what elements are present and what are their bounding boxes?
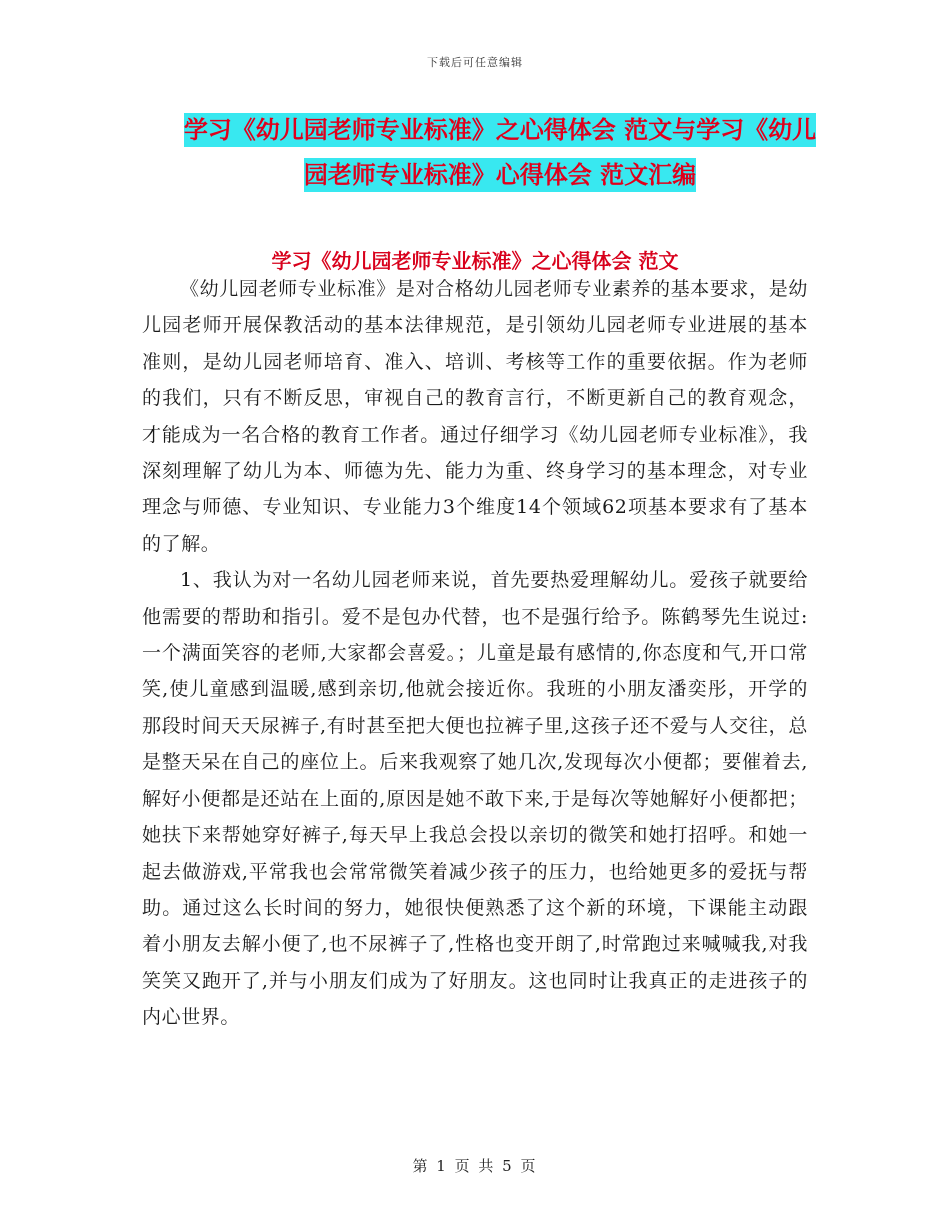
page-footer: 第 1 页 共 5 页	[412, 1157, 538, 1175]
section-heading: 学习《幼儿园老师专业标准》之心得体会 范文	[271, 249, 679, 273]
document-title-text: 学习《幼儿园老师专业标准》之心得体会 范文与学习《幼儿园老师专业标准》心得体会 范文汇编	[184, 113, 816, 192]
paragraph-point-1: 1、我认为对一名幼儿园老师来说，首先要热爱理解幼儿。爱孩子就要给他需要的帮助和指引。爱不是包办代替，也不是强行给予。陈鹤琴先生说过:一个满面笑容的老师,大家都会喜爱。；儿童是最有感情的,你态度和气,开口常笑,使儿童感到温暖,感到亲切,他就会接近你。我班的小朋友潘奕彤，开学的那段时间天天尿裤子,有时甚至把大便也拉裤子里,这孩子还不爱与人交往，总是整天呆在自己的座位上。后来我观察了她几次,发现每次小便都；要催着去,解好小便都是还站在上面的,原因是她不敢下来,于是每次等她解好小便都把；她扶下来帮她穿好裤子,每天早上我总会投以亲切的微笑和她打招呼。和她一起去做游戏,平常我也会常常微笑着减少孩子的压力，也给她更多的爱抚与帮助。通过这么长时间的努力，她很快便熟悉了这个新的环境，下课能主动跟着小朋友去解小便了,也不尿裤子了,性格也变开朗了,时常跑过来喊喊我,对我笑笑又跑开了,并与小朋友们成为了好朋友。这也同时让我真正的走进孩子的内心世界。	[142, 569, 808, 1029]
document-title	[180, 108, 820, 198]
page-header-note: 下载后可任意编辑	[427, 56, 523, 69]
paragraph-intro: 《幼儿园老师专业标准》是对合格幼儿园老师专业素养的基本要求，是幼儿园老师开展保教活动的基本法律规范，是引领幼儿园老师专业进展的基本准则，是幼儿园老师培育、准入、培训、考核等工作的重要依据。作为老师的我们，只有不断反思，审视自己的教育言行，不断更新自己的教育观念，才能成为一名合格的教育工作者。通过仔细学习《幼儿园老师专业标准》，我深刻理解了幼儿为本、师德为先、能力为重、终身学习的基本理念，对专业理念与师德、专业知识、专业能力3个维度14个领域62项基本要求有了基本的了解。	[142, 278, 808, 555]
document-body	[142, 271, 808, 1036]
